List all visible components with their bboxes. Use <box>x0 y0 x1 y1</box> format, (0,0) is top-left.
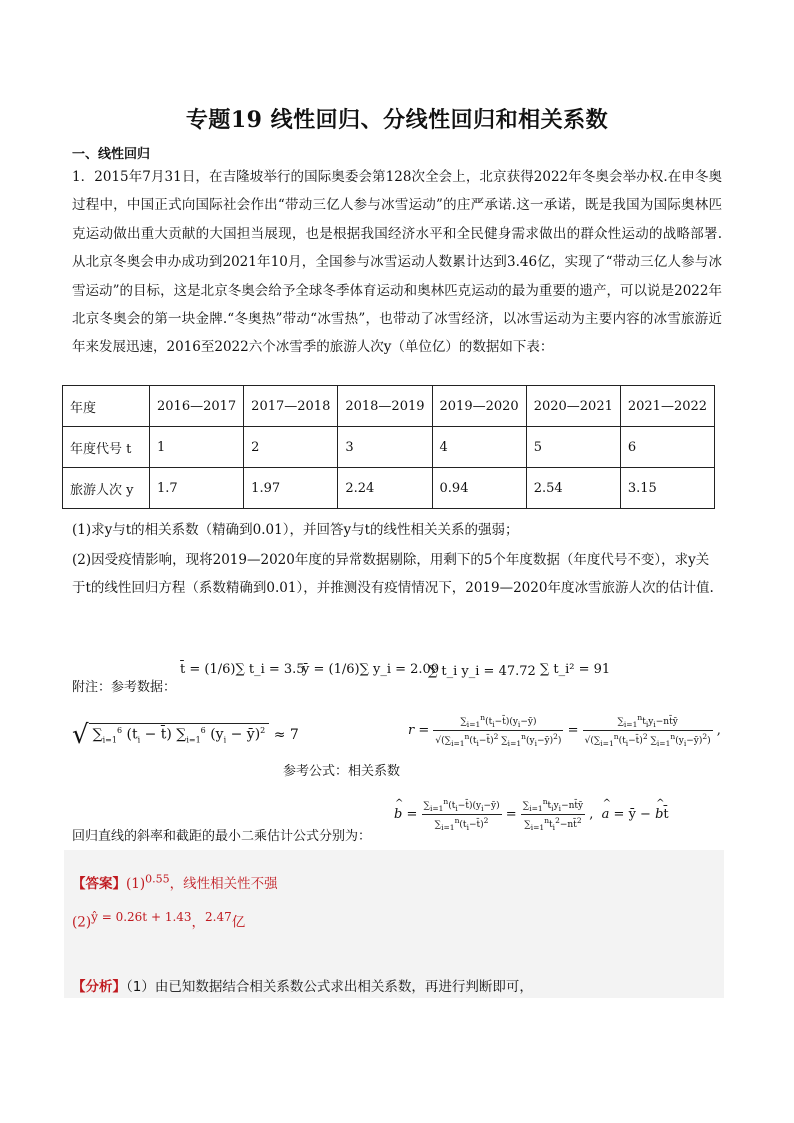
table-cell: 6 <box>620 427 714 468</box>
table-cell: 4 <box>432 427 526 468</box>
answer-line-2: $(2)^{ŷ = 0.26t + 1.43}$，$^{2.47}$亿 <box>72 910 246 931</box>
regression-label: 回归直线的斜率和截距的最小二乘估计公式分别为： <box>72 829 372 844</box>
table-cell: 1 <box>150 427 244 468</box>
reference-label: 附注：参考数据： <box>72 680 177 695</box>
formula-sum-ty: ∑ t_i y_i = 47.72 <box>428 664 536 679</box>
formula-sum-t2: ∑ t_i² = 91 <box>540 662 611 677</box>
table-cell: 1.7 <box>150 468 244 509</box>
answer-r-value: 0.55 <box>145 872 170 886</box>
table-cell: 2017—2018 <box>244 386 338 427</box>
table-row <box>63 386 715 427</box>
formula-y-mean: ȳ = (1/6)∑ y_i = 2.09 <box>302 662 440 677</box>
formula-t-mean: t̄ = (1/6)∑ t_i = 3.5 <box>180 662 305 677</box>
table-cell: 3.15 <box>620 468 714 509</box>
table-cell: 3 <box>338 427 432 468</box>
analysis-line <box>72 975 533 995</box>
regression-formula: ^ b = $\frac{\sum_{i=1}^n(t_i-t̄)(y_i-ȳ)}{\sum_{i=1}^n(t_i-t̄)^2}$ = $\frac{\sum_{i=1}^nt_iy_i-nt̄ȳ}{\sum_{i=1}^nt_i^2-nt̄^2}$ , ^ a = ȳ − ^ bt̄ <box>394 796 669 833</box>
table-cell: 2019—2020 <box>432 386 526 427</box>
table-cell: 2.24 <box>338 468 432 509</box>
answer-part1-prefix: (1) <box>126 876 146 892</box>
table-cell: 2016—2017 <box>150 386 244 427</box>
data-table <box>62 385 715 509</box>
answer-box <box>64 850 724 968</box>
correlation-formula: r = $\frac{\sum_{i=1}^n(t_i-t̄)(y_i-ȳ)}{√(\sum_{i=1}^n(t_i-t̄)^2 \sum_{i=1}^n(y_i-ȳ)^2)}$ = $\frac{\sum_{i=1}^nt_iy_i-nt̄ȳ}{√(\sum_{i=1}^n(t_i-t̄)^2 \sum_{i=1}^n(y_i-ȳ)^2)}$ , <box>408 713 721 748</box>
question-2: (2)因受疫情影响，现将2019—2020年度的异常数据剔除，用剩下的5个年度数据（年度代号不变），求y关于t的线性回归方程（系数精确到0.01），并推测没有疫情情况下，2019—2020年度冰雪旅游人次的估计值. <box>72 552 714 596</box>
answer-label: 【答案】 <box>72 876 126 892</box>
answer-equation: ŷ = 0.26t + 1.43 <box>91 910 192 924</box>
answer-estimate: 2.47 <box>205 910 232 924</box>
page-title: 专题19 线性回归、分线性回归和相关系数 <box>185 107 609 133</box>
question-1: (1)求y与t的相关系数（精确到0.01），并回答y与t的线性相关关系的强弱； <box>72 522 519 538</box>
answer-line-1 <box>72 872 278 892</box>
table-cell: 0.94 <box>432 468 526 509</box>
table-cell: 1.97 <box>244 468 338 509</box>
answer-part2-prefix: (2) <box>72 914 92 931</box>
table-row <box>63 427 715 468</box>
problem-statement: 1．2015年7月31日，在吉隆坡举行的国际奥委会第128次全会上，北京获得2022年冬奥会举办权.在申冬奥过程中，中国正式向国际社会作出“带动三亿人参与冰雪运动”的庄严承诺.这一承诺，既是我国为国际奥林匹克运动做出重大贡献的大国担当展现，也是根据我国经济水平和全民健身需求做出的群众性运动的战略部署.从北京冬奥会申办成功到2021年10月，全国参与冰雪运动人数累计达到3.46亿，实现了“带动三亿人参与冰雪运动”的目标，这是北京冬奥会给予全球冬季体育运动和奥林匹克运动的最为重要的遗产，可以说是2022年北京冬奥会的第一块金牌.“冬奥热”带动“冰雪热”，也带动了冰雪经济，以冰雪运动为主要内容的冰雪旅游近年来发展迅速，2016至2022六个冰雪季的旅游人次y（单位亿）的数据如下表： <box>72 169 722 356</box>
table-cell: 2.54 <box>526 468 620 509</box>
table-row <box>63 468 715 509</box>
sqrt-approx: ≈ 7 <box>273 727 299 743</box>
table-cell: 年度代号 t <box>63 427 150 468</box>
formula-label: 参考公式：相关系数 <box>283 764 401 779</box>
analysis-text: （1）由已知数据结合相关系数公式求出相关系数，再进行判断即可， <box>126 979 533 995</box>
table-cell: 旅游人次 y <box>63 468 150 509</box>
table-cell: 2018—2019 <box>338 386 432 427</box>
table-cell: 年度 <box>63 386 150 427</box>
table-cell: 2 <box>244 427 338 468</box>
answer-unit: 亿 <box>231 914 246 931</box>
answer-part1-text: ，线性相关性不强 <box>169 876 278 892</box>
analysis-label: 【分析】 <box>72 979 126 995</box>
table-cell: 5 <box>526 427 620 468</box>
table-cell: 2020—2021 <box>526 386 620 427</box>
formula-sqrt: √ $\sum_{i=1}^6$ ($t_i$ − t̄) $\sum_{i=1}^6$ ($y_i$ − ȳ)$^2$ ≈ 7 <box>72 720 299 750</box>
table-cell: 2021—2022 <box>620 386 714 427</box>
section-heading: 一、线性回归 <box>72 147 151 162</box>
